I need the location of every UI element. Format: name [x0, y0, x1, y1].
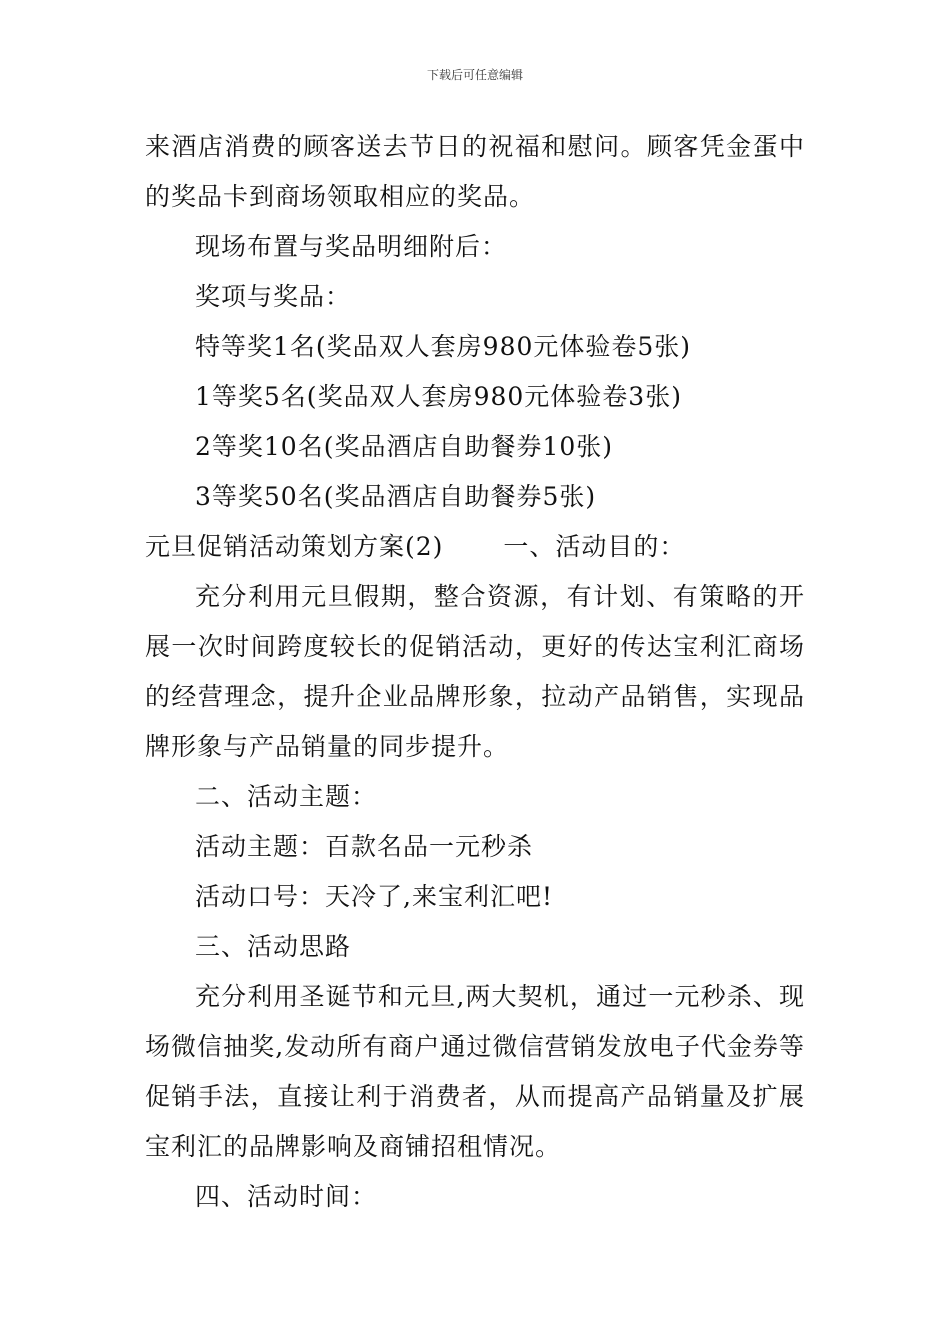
text-line-16: 活动口号：天冷了,来宝利汇吧!	[195, 882, 553, 911]
text-line-10: 充分利用元旦假期，整合资源，有计划、有策略的开	[195, 582, 805, 611]
text-line-13: 牌形象与产品销量的同步提升。	[145, 732, 510, 761]
text-line-12: 的经营理念，提升企业品牌形象，拉动产品销售，实现品	[145, 682, 805, 711]
prize-line-special: 特等奖1名(奖品双人套房980元体验卷5张)	[195, 332, 692, 361]
heading-activity-theme: 二、活动主题：	[195, 782, 378, 811]
text-line-3: 现场布置与奖品明细附后：	[195, 232, 508, 261]
page-header: 下载后可任意编辑	[426, 68, 523, 82]
text-line-2: 的奖品卡到商场领取相应的奖品。	[145, 182, 536, 211]
text-line-1: 来酒店消费的顾客送去节日的祝福和慰问。顾客凭金蛋中	[145, 132, 805, 161]
text-line-20: 促销手法，直接让利于消费者，从而提高产品销量及扩展	[145, 1082, 805, 1111]
prize-line-second: 2等奖10名(奖品酒店自助餐券10张)	[195, 432, 614, 461]
text-line-19: 场微信抽奖,发动所有商户通过微信营销发放电子代金券等	[145, 1032, 805, 1061]
text-line-21: 宝利汇的品牌影响及商铺招租情况。	[145, 1132, 562, 1161]
heading-activity-time: 四、活动时间：	[195, 1182, 378, 1211]
prize-line-first: 1等奖5名(奖品双人套房980元体验卷3张)	[195, 382, 682, 411]
heading-activity-goal: 一、活动目的：	[503, 532, 686, 561]
text-line-15: 活动主题：百款名品一元秒杀	[195, 832, 534, 861]
prize-line-third: 3等奖50名(奖品酒店自助餐券5张)	[195, 482, 597, 511]
plan-title: 元旦促销活动策划方案(2)	[145, 532, 444, 561]
text-line-4: 奖项与奖品：	[195, 282, 352, 311]
section-title-line	[145, 532, 685, 562]
text-line-18: 充分利用圣诞节和元旦,两大契机，通过一元秒杀、现	[195, 982, 805, 1011]
text-line-11: 展一次时间跨度较长的促销活动，更好的传达宝利汇商场	[145, 632, 805, 661]
heading-activity-idea: 三、活动思路	[195, 932, 352, 961]
